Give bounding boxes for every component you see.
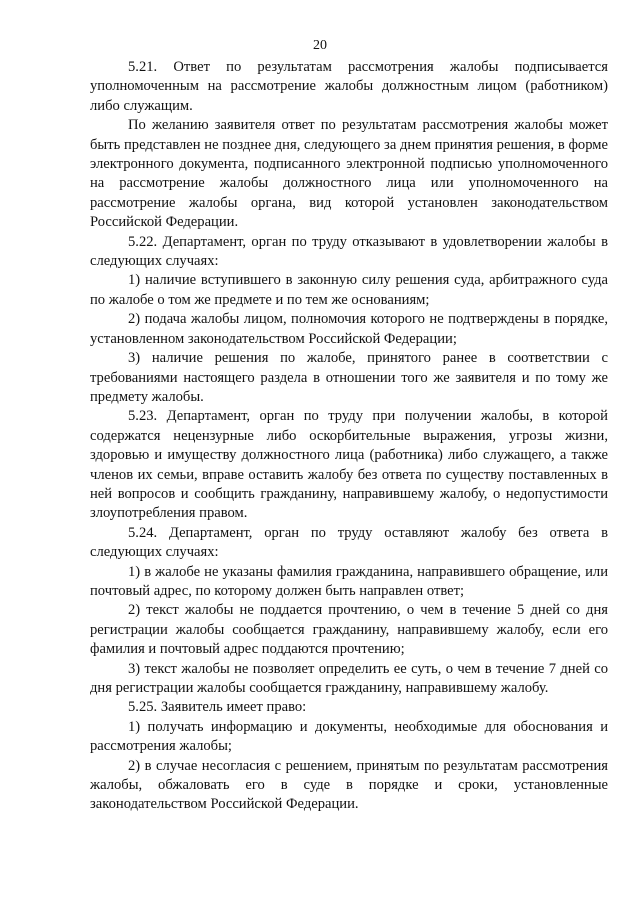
paragraph-5-22-item-3: 3) наличие решения по жалобе, принятого ранее в соответствии с требованиями настоящего раздела в отношении того же заявителя и по тому же предмету жалобы. [90,350,608,405]
paragraph-5-24-item-1: 1) в жалобе не указаны фамилия гражданина, направившего обращение, или почтовый адрес, по которому должен быть направлен ответ; [90,563,608,599]
paragraph-5-25: 5.25. Заявитель имеет право: [128,699,307,716]
paragraph-5-25-item-1: 1) получать информацию и документы, необходимые для обоснования и рассмотрения жалобы; [90,718,608,755]
page-number: 20 [313,38,327,53]
paragraph-5-21-electronic-response: По желанию заявителя ответ по результатам рассмотрения жалобы может быть представлен не позднее дня, следующего за днем принятия решения, в форме электронного документа, подписанного электронной подписью уполномоченного на рассмотрение жалобы должностного лица или уполномоченного на рассмотрение жалобы органа, вид которой установлен законодательством Российской Федерации. [90,117,608,231]
paragraph-5-22-item-1: 1) наличие вступившего в законную силу решения суда, арбитражного суда по жалобе о том же предмете и по тем же основаниям; [90,272,608,308]
paragraph-5-22-item-2: 2) подача жалобы лицом, полномочия которого не подтверждены в порядке, установленном законодательством Российской Федерации; [90,311,608,347]
paragraph-5-24-item-3: 3) текст жалобы не позволяет определить ее суть, о чем в течение 7 дней со дня регистрации жалобы сообщается гражданину, направившему жалобу. [90,660,608,696]
paragraph-5-22: 5.22. Департамент, орган по труду отказывают в удовлетворении жалобы в следующих случаях: [90,233,608,270]
document-body [90,58,608,815]
paragraph-5-25-item-2: 2) в случае несогласия с решением, принятым по результатам рассмотрения жалобы, обжаловать его в суде в порядке и сроки, установленные законодательством Российской Федерации. [90,757,608,813]
paragraph-5-24: 5.24. Департамент, орган по труду оставляют жалобу без ответа в следующих случаях: [90,524,608,561]
paragraph-5-24-item-2: 2) текст жалобы не поддается прочтению, о чем в течение 5 дней со дня регистрации жалобы сообщается гражданину, направившему жалобу, если его фамилия и почтовый адрес поддаются прочтению; [90,602,608,658]
paragraph-5-21: 5.21. Ответ по результатам рассмотрения жалобы подписывается уполномоченным на рассмотрение жалобы должностным лицом (работником) либо служащим. [90,59,608,114]
paragraph-5-23: 5.23. Департамент, орган по труду при получении жалобы, в которой содержатся нецензурные либо оскорбительные выражения, угрозы жизни, здоровью и имуществу должностного лица (работника) либо служащего, а также членов их семьи, вправе оставить жалобу без ответа по существу поставленных в ней вопросов и сообщить гражданину, направившему жалобу, о недопустимости злоупотребления правом. [90,408,608,522]
